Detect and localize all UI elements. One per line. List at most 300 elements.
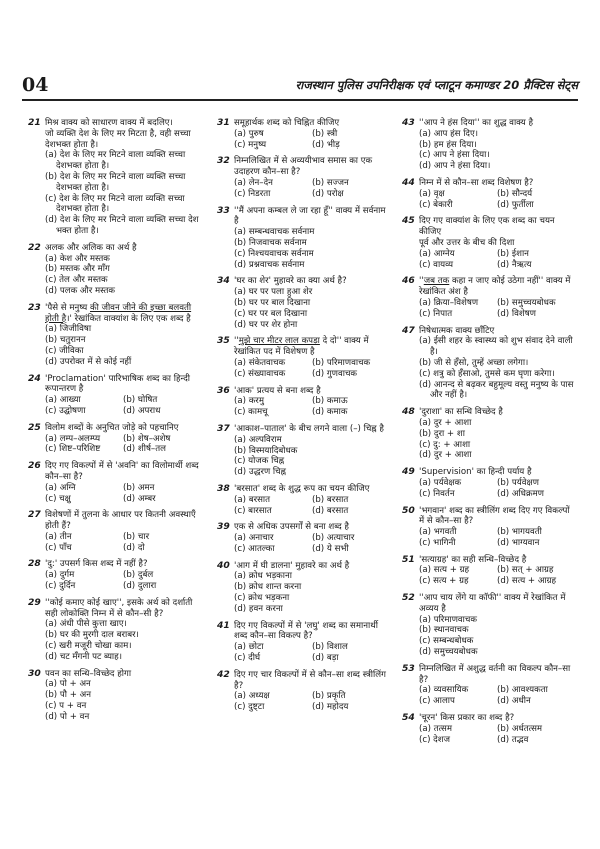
option: (c) आतल्का xyxy=(234,543,275,554)
options xyxy=(402,298,577,320)
question-line xyxy=(217,276,392,287)
question-text-before: '' xyxy=(234,336,239,347)
option: (d) आप ने हंसा दिया। xyxy=(419,161,491,172)
page-number: 04 xyxy=(22,74,49,96)
options xyxy=(217,396,392,418)
option: (d) आनन्द से बढ़कर बहुमूल्य वस्तु मनुष्य के पास और नहीं है। xyxy=(419,379,574,401)
question-text: विलोम शब्दों के अनुचित जोड़े को पहचानिए xyxy=(45,422,179,433)
option: (c) दु: + आशा xyxy=(419,439,471,450)
option: (a) जिजीविषा xyxy=(45,324,92,335)
option: (a) देश के लिए मर मिटने वाला व्यक्ति सच्चा देशभक्त होता है। xyxy=(45,150,186,172)
option: (c) बेकारी xyxy=(419,199,453,210)
question-number: 24 xyxy=(28,372,41,384)
question-line xyxy=(28,598,203,620)
question-line xyxy=(217,156,392,178)
option: (d) बरसात xyxy=(312,505,349,516)
option: (d) अधीन xyxy=(497,696,531,707)
options xyxy=(402,129,577,172)
question-52 xyxy=(402,593,577,658)
option: (d) अम्बर xyxy=(123,493,156,504)
question-text: 'आकाश–पाताल' के बीच लगने वाला (–) चिह्न है xyxy=(234,423,384,434)
question-text: 'बरसात' शब्द के शुद्ध रूप का चयन कीजिए xyxy=(234,483,370,494)
option: (a) बरसात xyxy=(234,494,271,505)
question-36 xyxy=(217,386,392,418)
option: (c) आप ने हंसा दिया। xyxy=(419,150,490,161)
question-number: 44 xyxy=(402,176,415,188)
option: (a) केश और मस्तक xyxy=(45,253,110,264)
question-line xyxy=(402,118,577,129)
options xyxy=(28,570,203,592)
options xyxy=(28,324,203,367)
options xyxy=(28,619,203,662)
question-text: निम्नलिखित में से अव्ययीभाव समास का एक उदाहरण कौन–सा है? xyxy=(234,156,373,178)
option: (c) मनुष्य xyxy=(234,139,267,150)
option: (b) आवश्यकता xyxy=(497,685,548,696)
question-text-before: '' xyxy=(419,276,424,287)
options xyxy=(28,483,203,505)
question-24 xyxy=(28,374,203,417)
options xyxy=(402,249,577,271)
question-number: 54 xyxy=(402,712,415,724)
question-29 xyxy=(28,598,203,663)
question-33 xyxy=(217,206,392,271)
option: (d) उपरोक्त में से कोई नहीं xyxy=(45,356,132,367)
option: (b) अर्धतत्सम xyxy=(497,723,543,734)
question-text-after: ।' रेखांकित वाक्यांश के लिए एक शब्द है xyxy=(66,313,191,324)
question-number: 43 xyxy=(402,117,415,128)
option: (d) समुच्चयबोधक xyxy=(419,647,478,658)
question-49 xyxy=(402,467,577,499)
question-line xyxy=(217,386,392,397)
question-line xyxy=(28,374,203,396)
option: (d) तद्भव xyxy=(497,734,529,745)
question-line xyxy=(28,243,203,254)
question-number: 49 xyxy=(402,466,415,478)
question-text: दिए गए चार विकल्पों में से कौन–सा शब्द स्त्रीलिंग है? xyxy=(234,669,386,691)
options xyxy=(402,478,577,500)
question-47 xyxy=(402,326,577,402)
question-text xyxy=(45,303,203,325)
question-41 xyxy=(217,621,392,664)
option: (d) पलक और मस्तक xyxy=(45,285,115,296)
question-number: 27 xyxy=(28,509,41,521)
question-line xyxy=(402,593,577,615)
option: (d) देश के लिए मर मिटने वाला व्यक्ति सच्चा देश भक्त होता है। xyxy=(45,215,199,236)
option: (c) निडरता xyxy=(234,188,271,199)
option: (c) कामचू xyxy=(234,407,268,418)
option: (d) गुणवाचक xyxy=(312,368,358,379)
option: (b) जी से हँसो, तुम्हें अच्छा लगेगा। xyxy=(419,357,529,368)
question-number: 51 xyxy=(402,553,415,565)
option: (b) घर पर बाल दिखाना xyxy=(234,297,311,308)
question-number: 41 xyxy=(217,619,230,631)
option: (b) घर की मुरगी दाल बराबर। xyxy=(45,630,139,641)
option: (d) दुलारा xyxy=(123,581,157,592)
option: (c) शत्रु को हँसाओ, तुमसे कम घृणा करेगा। xyxy=(419,368,555,379)
option: (b) ईशान xyxy=(497,248,529,259)
question-number: 28 xyxy=(28,558,41,570)
option: (a) भगवती xyxy=(419,527,457,538)
option: (a) परिमाणवाचक xyxy=(419,614,477,625)
option: (b) बरसात xyxy=(312,494,349,505)
options xyxy=(402,615,577,658)
question-number: 53 xyxy=(402,662,415,674)
question-text: निम्नलिखित में अशुद्ध वर्तनी का विकल्प कौन–सा है? xyxy=(419,663,571,685)
options xyxy=(28,679,203,722)
option: (a) सत्य + ग्रह xyxy=(419,565,470,576)
option: (a) दुर + आशा xyxy=(419,417,472,428)
question-text: 'Proclamation' पारिभाषिक शब्द का हिन्दी रूपान्तरण है xyxy=(45,373,190,395)
option: (c) देश के लिए मर मिटने वाला व्यक्ति सच्चा देशभक्त होता है। xyxy=(45,193,185,215)
question-number: 52 xyxy=(402,592,415,604)
question-columns xyxy=(28,118,578,838)
question-37 xyxy=(217,424,392,478)
question-39 xyxy=(217,522,392,554)
question-text-after: कहा न जाए कोई उठेगा नहीं'' वाक्य में रेखांकित अंश है xyxy=(419,276,571,298)
option: (c) खरी मजूरी चोखा काम। xyxy=(45,641,132,652)
option: (b) दुर्बल xyxy=(123,570,154,581)
question-number: 29 xyxy=(28,596,41,608)
options xyxy=(402,565,577,587)
question-21 xyxy=(28,118,203,237)
options xyxy=(402,527,577,549)
question-number: 39 xyxy=(217,521,230,533)
question-text: निम्न में से कौन–सा शब्द विशेषण है? xyxy=(419,177,534,188)
question-line xyxy=(217,621,392,643)
question-text xyxy=(419,276,577,298)
page-header xyxy=(22,72,578,104)
options xyxy=(28,395,203,417)
question-text: ''मैं अपना कम्बल ले जा रहा हूँ'' वाक्य में सर्वनाम है xyxy=(234,205,386,227)
option: (d) अपराध xyxy=(123,405,161,416)
question-text-before: 'पैसे से मनुष्य xyxy=(45,302,91,313)
question-25 xyxy=(28,423,203,455)
question-line xyxy=(217,336,392,358)
question-50 xyxy=(402,506,577,549)
option: (d) कमाक xyxy=(312,407,348,418)
option: (d) पो + वन xyxy=(45,711,90,722)
question-line xyxy=(28,303,203,325)
question-line xyxy=(402,713,577,724)
question-number: 21 xyxy=(28,117,41,128)
question-line xyxy=(217,561,392,572)
question-number: 38 xyxy=(217,482,230,494)
option: (a) लम्प–अलम्प्य xyxy=(45,433,101,444)
option: (a) संकेतवाचक xyxy=(234,357,286,368)
option: (c) आलाप xyxy=(419,696,455,707)
option: (c) जीविका xyxy=(45,345,84,356)
option: (b) कमाऊ xyxy=(312,396,348,407)
option: (a) तत्सम xyxy=(419,723,453,734)
options xyxy=(217,642,392,664)
option: (b) पर्यवेक्षण xyxy=(497,477,539,488)
options xyxy=(402,724,577,746)
question-number: 22 xyxy=(28,241,41,253)
option: (b) स्त्री xyxy=(312,128,338,139)
option: (b) चतुरानन xyxy=(45,335,86,346)
option: (d) भीड़ xyxy=(312,139,340,150)
option: (b) प्रकृति xyxy=(312,691,346,702)
option: (d) उद्धरण चिह्न xyxy=(234,467,286,478)
question-line xyxy=(28,559,203,570)
option: (a) वृक्ष xyxy=(419,188,445,199)
question-26 xyxy=(28,461,203,504)
options xyxy=(217,227,392,270)
question-text: ''आप चाय लेंगे या कॉफी'' वाक्य में रेखांकित में अव्यय है xyxy=(419,593,566,614)
option: (b) सौन्दर्य xyxy=(497,188,533,199)
option: (a) अंधी पीसे कुत्ता खाए। xyxy=(45,619,127,630)
options xyxy=(217,287,392,330)
question-line xyxy=(402,326,577,337)
question-text: अलक और अलिक का अर्थ है xyxy=(45,242,137,253)
options xyxy=(402,418,577,461)
question-40 xyxy=(217,561,392,615)
question-number: 32 xyxy=(217,155,230,167)
option: (b) अमन xyxy=(123,482,155,493)
question-text: पवन का सन्धि–विच्छेद होगा xyxy=(45,668,132,679)
option: (a) आप हंस दिए। xyxy=(419,128,479,139)
option: (d) परोक्ष xyxy=(312,188,344,199)
option: (b) स्थानवाचक xyxy=(419,625,469,636)
option: (a) पो + अन xyxy=(45,679,91,690)
question-30 xyxy=(28,669,203,723)
option: (d) नैऋत्य xyxy=(497,259,532,270)
question-text: 'दु:' उपसर्ग किस शब्द में नहीं है? xyxy=(45,559,148,570)
question-number: 35 xyxy=(217,335,230,347)
option: (c) तेल और मस्तक xyxy=(45,275,108,286)
question-text: 'आक' प्रत्यय से बना शब्द है xyxy=(234,385,321,396)
question-line xyxy=(402,555,577,566)
question-23 xyxy=(28,303,203,368)
question-text: 'दुराशा' का सन्धि विच्छेद है xyxy=(419,407,503,418)
question-number: 33 xyxy=(217,204,230,216)
option: (d) अधिक्रमण xyxy=(497,488,544,499)
question-54 xyxy=(402,713,577,745)
option: (d) सत्य + आग्रह xyxy=(497,576,557,587)
option: (a) क्रोध भड़काना xyxy=(234,571,293,582)
column-1 xyxy=(28,118,203,729)
option: (c) दुष्ट्टा xyxy=(234,702,265,713)
question-line xyxy=(402,216,577,238)
option: (b) मस्तक और माँग xyxy=(45,264,110,275)
option: (c) सत्य + ग्रह xyxy=(419,576,469,587)
question-line xyxy=(217,670,392,692)
question-line xyxy=(402,467,577,478)
question-line xyxy=(217,206,392,228)
question-text: ''आप ने हंस दिया'' का शुद्ध वाक्य है xyxy=(419,118,534,128)
option: (c) भागिनी xyxy=(419,537,456,548)
question-line xyxy=(217,484,392,495)
option: (a) ईसी शहर के स्वास्थ्य को शुभ संवाद देने वाली है। xyxy=(419,336,573,358)
option: (c) क्रोध भड़कना xyxy=(234,593,290,604)
question-number: 37 xyxy=(217,422,230,434)
option: (a) आग्नेय xyxy=(419,248,455,259)
option: (a) पुरुष xyxy=(234,128,264,139)
option: (c) प + वन xyxy=(45,701,87,712)
option: (b) सज्जन xyxy=(312,177,349,188)
option: (d) फुर्तीला xyxy=(497,199,534,210)
question-number: 26 xyxy=(28,460,41,472)
underlined-phrase: जब तक xyxy=(423,276,450,287)
option: (b) अत्याचार xyxy=(312,533,355,544)
option: (c) योजक चिह्न xyxy=(234,456,285,467)
option: (a) अग्नि xyxy=(45,482,76,493)
question-31 xyxy=(217,118,392,150)
option: (b) घोषित xyxy=(123,395,158,406)
option: (c) निपात xyxy=(419,308,453,319)
question-line xyxy=(28,461,203,483)
question-text: निषेधात्मक वाक्य छाँटिए xyxy=(419,325,495,336)
option: (b) सत् + आग्रह xyxy=(497,565,554,576)
option: (d) बड़ा xyxy=(312,653,339,664)
question-46 xyxy=(402,276,577,319)
option: (b) विशाल xyxy=(312,642,348,653)
header-rule xyxy=(22,99,578,101)
question-text: 'चूरन' किस प्रकार का शब्द है? xyxy=(419,713,515,724)
question-text: मिश्र वाक्य को साधारण वाक्य में बदलिए। xyxy=(45,118,173,128)
question-28 xyxy=(28,559,203,591)
question-number: 46 xyxy=(402,275,415,287)
question-number: 36 xyxy=(217,384,230,396)
option: (d) घर पर शेर होना xyxy=(234,319,298,330)
option: (d) भाग्यवान xyxy=(497,537,540,548)
option: (b) शेष–अशेष xyxy=(123,433,171,444)
option: (b) पौ + अन xyxy=(45,690,91,701)
option: (d) विशेषण xyxy=(497,308,536,319)
question-53 xyxy=(402,664,577,707)
option: (a) क्रिया–विशेषण xyxy=(419,297,479,308)
question-text: 'भगवान' शब्द का स्त्रीलिंग शब्द दिए गए विकल्पों में से कौन–सा है? xyxy=(419,505,570,527)
options xyxy=(28,150,203,236)
option: (c) देशज xyxy=(419,734,450,745)
option: (c) घर पर बल दिखाना xyxy=(234,308,308,319)
options xyxy=(217,533,392,555)
options xyxy=(28,532,203,554)
question-line xyxy=(402,178,577,189)
option: (d) चट मँगनी पट ब्याह। xyxy=(45,651,122,662)
option: (a) अनाचार xyxy=(234,533,274,544)
question-34 xyxy=(217,276,392,330)
question-line xyxy=(217,522,392,533)
option: (b) दुरा + शा xyxy=(419,428,465,439)
option: (a) पर्यवेक्षक xyxy=(419,477,462,488)
options xyxy=(402,336,577,401)
underlined-phrase: मुझे चार मीटर लाल कपड़ा xyxy=(238,336,320,347)
option: (c) पाँच xyxy=(45,542,72,553)
option: (c) सम्बन्धबोधक xyxy=(419,636,474,647)
underlined-phrase: की जीवन जीने की इच्छा बलवती होती है xyxy=(45,302,192,324)
option: (d) शीर्ष–तल xyxy=(123,444,166,455)
options xyxy=(402,189,577,211)
options xyxy=(217,129,392,151)
option: (d) ये सभी xyxy=(312,543,349,554)
option: (b) भागयवती xyxy=(497,527,542,538)
options xyxy=(28,254,203,297)
question-text: 'Supervision' का हिन्दी पर्याय है xyxy=(419,467,532,478)
option: (a) लेन–देन xyxy=(234,177,273,188)
option: (c) चक्षु xyxy=(45,493,71,504)
options xyxy=(217,358,392,380)
option: (b) परिमाणवाचक xyxy=(312,357,371,368)
question-48 xyxy=(402,407,577,461)
question-line xyxy=(28,423,203,434)
question-27 xyxy=(28,510,203,553)
option: (b) क्रोध शान्त करना xyxy=(234,582,302,593)
question-line xyxy=(28,510,203,532)
option: (a) अध्यक्ष xyxy=(234,691,270,702)
question-text: ''कोई कमाए कोई खाए'', इसके अर्थ को दर्शाती सही लोकोक्ति निम्न में से कौन–सी है? xyxy=(45,597,193,619)
question-line xyxy=(28,118,203,129)
question-text-after: दे दो'' वाक्य में रेखांकित पद में विशेषण है xyxy=(234,336,369,358)
question-statement: पूर्व और उत्तर के बीच की दिशा xyxy=(419,237,515,248)
question-text: विशेषणों में तुलना के आधार पर कितनी अवस्थाएँ होती हैं? xyxy=(45,510,196,532)
option: (b) निजवाचक सर्वनाम xyxy=(234,237,307,248)
option: (b) विस्मयादिबोधक xyxy=(234,445,298,456)
option: (a) व्यवसायिक xyxy=(419,685,469,696)
question-number: 50 xyxy=(402,504,415,516)
option: (c) निश्चयवाचक सर्वनाम xyxy=(234,248,314,259)
options xyxy=(217,178,392,200)
option: (b) देश के लिए मर मिटने वाला व्यक्ति सच्चा देशभक्त होता है। xyxy=(45,171,186,193)
question-45 xyxy=(402,216,577,270)
option: (a) दुर्गम xyxy=(45,570,75,581)
question-line xyxy=(402,407,577,418)
question-number: 45 xyxy=(402,215,415,227)
question-number: 31 xyxy=(217,117,230,128)
question-number: 47 xyxy=(402,324,415,336)
question-text xyxy=(234,336,392,358)
question-number: 42 xyxy=(217,668,230,680)
option: (d) दुर + आशा xyxy=(419,450,472,461)
option: (c) संख्यावाचक xyxy=(234,368,286,379)
option: (c) उद्घोषणा xyxy=(45,405,86,416)
question-text: 'आग में घी डालना' मुहावरे का अर्थ है xyxy=(234,560,350,571)
question-35 xyxy=(217,336,392,379)
book-title: राजस्थान पुलिस उपनिरीक्षक एवं प्लाटून कमाण्डर 20 प्रैक्टिस सेट्स xyxy=(295,78,578,92)
question-line xyxy=(402,276,577,298)
question-text: समूहार्थक शब्द को चिह्नित कीजिए xyxy=(234,118,340,128)
option: (a) छोटा xyxy=(234,642,264,653)
question-text: 'घर का शेर' मुहावरे का क्या अर्थ है? xyxy=(234,276,347,287)
question-38 xyxy=(217,484,392,516)
option: (c) वायव्य xyxy=(419,259,454,270)
question-number: 30 xyxy=(28,667,41,679)
options xyxy=(402,685,577,707)
option: (a) घर पर पला हुआ शेर xyxy=(234,287,313,298)
question-text: दिए गए विकल्पों में से 'लघु' शब्द का समानार्थी शब्द कौन–सा विकल्प है? xyxy=(234,620,378,642)
option: (b) चार xyxy=(123,531,150,542)
question-22 xyxy=(28,243,203,297)
option: (b) समुच्चयबोधक xyxy=(497,297,556,308)
option: (d) हवन करना xyxy=(234,603,283,614)
question-number: 48 xyxy=(402,406,415,418)
question-line xyxy=(217,118,392,129)
question-line xyxy=(217,424,392,435)
option: (c) बारसात xyxy=(234,505,272,516)
option: (a) करमु xyxy=(234,396,264,407)
question-number: 25 xyxy=(28,421,41,433)
question-number: 34 xyxy=(217,275,230,287)
question-32 xyxy=(217,156,392,199)
question-text: 'सत्याग्रह' का सही सन्धि–विच्छेद है xyxy=(419,554,527,565)
option: (c) शिष्ट–परिशिष्ट xyxy=(45,444,101,455)
options xyxy=(217,691,392,713)
question-42 xyxy=(217,670,392,713)
question-43 xyxy=(402,118,577,172)
option: (d) प्रश्नवाचक सर्वनाम xyxy=(234,259,305,270)
column-3 xyxy=(402,118,577,751)
option: (a) तीन xyxy=(45,531,72,542)
